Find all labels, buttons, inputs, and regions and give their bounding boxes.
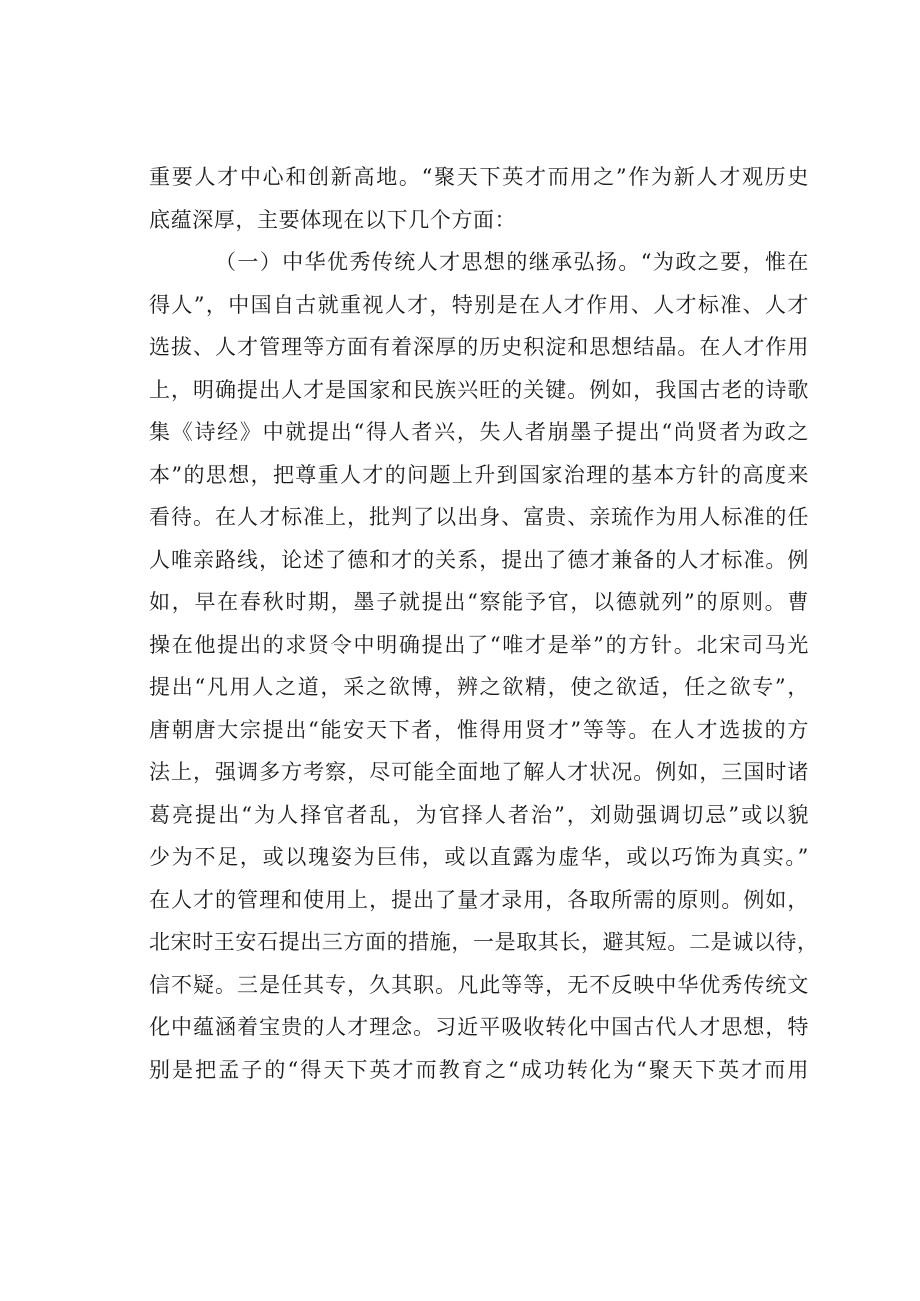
text-line: 看待。在人才标准上，批判了以出身、富贵、亲琉作为用人标准的任	[149, 505, 809, 529]
text-line: 底蕴深厚，主要体现在以下几个方面：	[149, 207, 517, 232]
text-line: 葛亮提出“为人择官者乱，为官择人者治”，刘勋强调切忌”或以貌	[149, 802, 809, 827]
text-line: 北宋时王安石提出三方面的措施，一是取其长，避其短。二是诚以待，	[149, 930, 819, 954]
text-line: 本”的思想，把尊重人才的问题上升到国家治理的基本方针的高度来	[149, 462, 809, 487]
text-line: 法上，强调多方考察，尽可能全面地了解人才状况。例如，三国时诸	[149, 760, 809, 784]
text-line: 如，早在春秋时期，墨子就提出“察能予官，以德就列”的原则。曹	[149, 590, 809, 614]
body-text	[149, 156, 819, 1091]
text-line: 在人才的管理和使用上，提出了量才录用，各取所需的原则。例如，	[149, 887, 809, 912]
text-line: 信不疑。三是任其专，久其职。凡此等等，无不反映中华优秀传统文	[149, 972, 809, 997]
text-line: 操在他提出的求贤令中明确提出了“唯才是举”的方针。北宋司马光	[149, 632, 809, 657]
text-line: 唐朝唐大宗提出“能安天下者，惟得用贤才”等等。在人才选拔的方	[149, 717, 809, 742]
text-line: 少为不足，或以瑰姿为巨伟，或以直露为虚华，或以巧饰为真实。”	[149, 845, 809, 869]
text-line: 集《诗经》中就提出“得人者兴，失人者崩墨子提出“尚贤者为政之	[149, 420, 809, 444]
text-line: 选拔、人才管理等方面有着深厚的历史积淀和思想结晶。在人才作用	[149, 335, 809, 359]
text-line: 提出“凡用人之道，采之欲博，辨之欲精，使之欲适，任之欲专”，	[149, 675, 809, 699]
text-line: 化中蕴涵着宝贵的人才理念。习近平吸收转化中国古代人才思想，特	[149, 1015, 809, 1039]
text-line: 人唯亲路线，论述了德和才的关系，提出了德才兼备的人才标准。例	[149, 547, 809, 572]
text-line: 重要人才中心和创新高地。“聚天下英才而用之”作为新人才观历史	[149, 165, 809, 189]
text-line: 别是把孟子的“得天下英才而教育之“成功转化为“聚天下英才而用	[149, 1057, 809, 1082]
section-heading-line: （一）中华优秀传统人才思想的继承弘扬。“为政之要，惟在	[215, 250, 809, 274]
text-line: 上，明确提出人才是国家和民族兴旺的关键。例如，我国古老的诗歌	[149, 377, 809, 402]
text-line: 得人”，中国自古就重视人才，特别是在人才作用、人才标准、人才	[149, 292, 809, 317]
